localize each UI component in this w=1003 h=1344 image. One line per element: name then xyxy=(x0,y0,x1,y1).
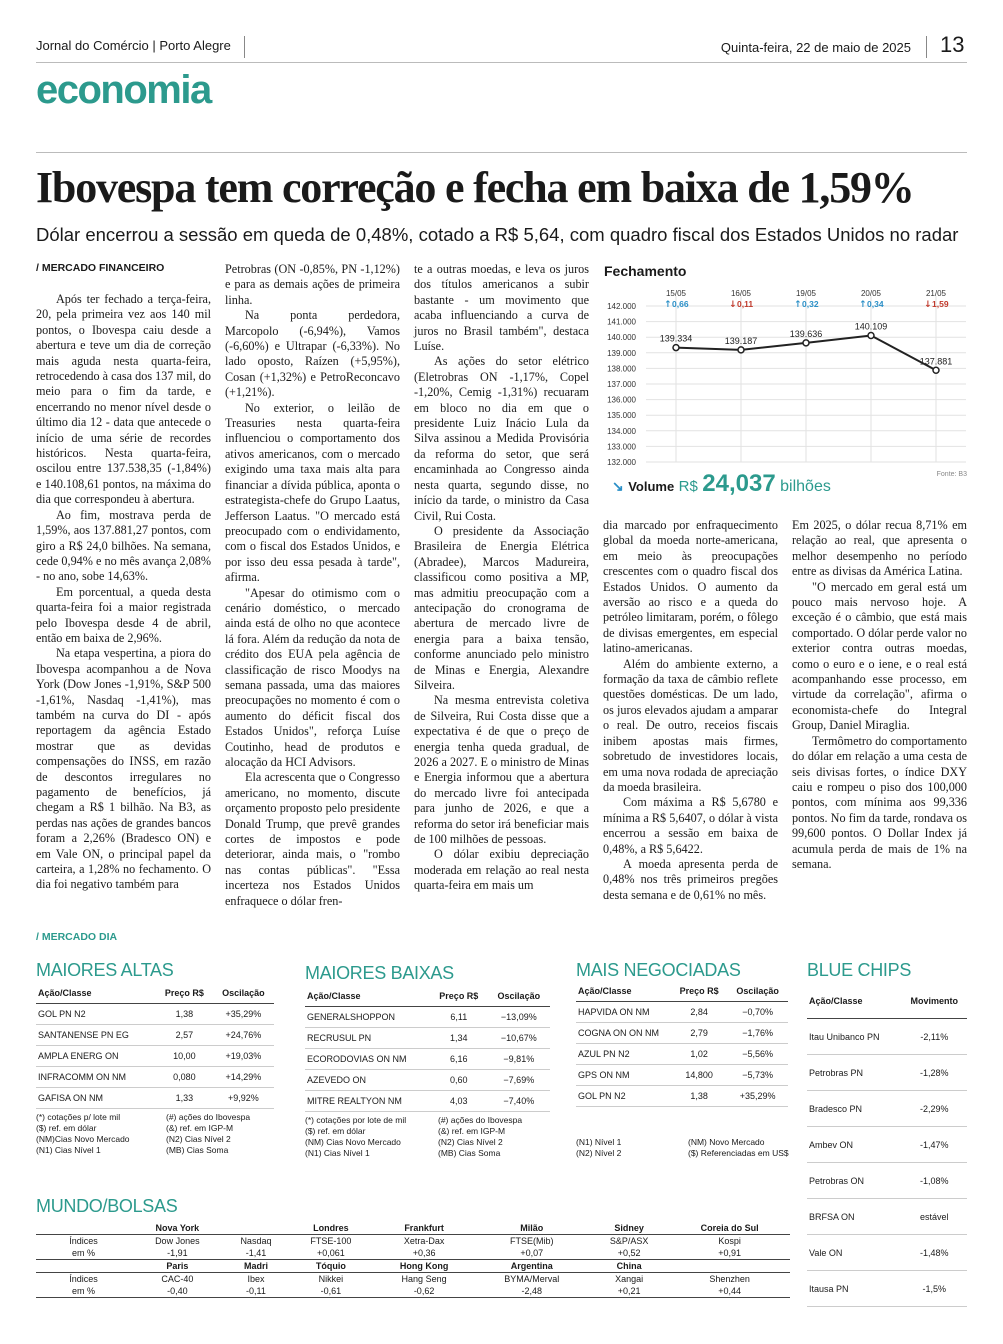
cell-change: −0,70% xyxy=(727,1002,788,1023)
cell-price: 4,03 xyxy=(430,1091,488,1112)
paragraph: Em 2025, o dólar recua 8,71% em relação ao real, que apresenta o melhor desempenho no período entre as divisas da América Latina. xyxy=(792,518,967,579)
world-cell xyxy=(224,1222,289,1235)
cell-name: Petrobras PN xyxy=(807,1055,902,1091)
cell-price: 0,60 xyxy=(430,1070,488,1091)
cell-name: Ambev ON xyxy=(807,1127,902,1163)
cell-name: AZEVEDO ON xyxy=(305,1070,430,1091)
world-cell: CAC-40 xyxy=(161,1273,194,1284)
world-cell: FTSE(Mib) xyxy=(510,1236,554,1246)
note: (N1) Nível 1 xyxy=(576,1137,622,1147)
cell-name: GPS ON NM xyxy=(576,1065,671,1086)
data-point xyxy=(738,347,744,353)
paragraph: Na mesma entrevista coletiva de Silveira, Rui Costa disse que a expectativa é de que o preço de energia tenha queda gradual, de 2026 a 2027. E o ministro de Minas e Energia informou que a abertura do mercado livre foi antecipada para junho de 2026, e que a reforma do setor irá beneficiar mais de 100 milhões de pessoas. xyxy=(414,693,589,847)
world-row xyxy=(36,1272,790,1285)
data-label: 137.881 xyxy=(919,356,953,367)
volume-arrow-icon: ↘ xyxy=(612,478,624,494)
cell-price: 2,79 xyxy=(671,1023,727,1044)
cell-change: +14,29% xyxy=(213,1067,274,1088)
cell-change: +35,29% xyxy=(213,1004,274,1025)
y-tick-label: 134.000 xyxy=(607,426,636,436)
world-row xyxy=(36,1222,790,1235)
world-cell: +0,21 xyxy=(589,1285,669,1298)
world-cell: -0,11 xyxy=(224,1285,289,1298)
cell-movement: -2,29% xyxy=(902,1091,967,1127)
y-tick-label: 137.000 xyxy=(607,380,636,389)
y-tick-label: 141.000 xyxy=(607,317,636,327)
col-header-change: Oscilação xyxy=(727,984,788,1002)
paragraph: Além do ambiente externo, a formação da taxa de câmbio reflete questões domésticas. De um lado, os juros elevados ajudam a amparar o real. De outro, receios fiscais inibem apostas mais firmes, sobretudo de investidores locais, em uma nova rodada de apreciação da moeda brasileira. xyxy=(603,656,778,794)
world-cell: -2,48 xyxy=(475,1285,589,1298)
table-row xyxy=(576,1086,788,1107)
cell-movement: -1,5% xyxy=(902,1271,967,1307)
section-rule xyxy=(36,152,967,153)
cell-movement: estável xyxy=(902,1199,967,1235)
table-row xyxy=(305,1049,550,1070)
world-cell: -0,62 xyxy=(374,1285,475,1298)
change-label: 0,11 xyxy=(737,299,754,309)
col-header-movement: Movimento xyxy=(902,996,967,1019)
paragraph: No exterior, o leilão de Treasuries nesta quarta-feira influenciou o comportamento dos ativos americanos, com o mercado exigindo uma taxa mais alta para financiar a dívida pública, aponta o estrategista-chefe do Grupo Laatus, Jefferson Laatus. "O mercado está preocupado com o endividamento, com o fiscal dos Estados Unidos, e por isso deu essa pesada à tarde", afirma. xyxy=(225,400,400,585)
cell-name: INFRACOMM ON NM xyxy=(36,1067,156,1088)
article-column-4 xyxy=(603,518,778,903)
cell-price: 14,800 xyxy=(671,1065,727,1086)
table-row xyxy=(807,1271,967,1307)
world-cell: -1,91 xyxy=(131,1247,224,1260)
table-row xyxy=(807,1163,967,1199)
row-label xyxy=(36,1260,131,1273)
world-row xyxy=(36,1285,790,1298)
world-cell: Xetra-Dax xyxy=(403,1236,445,1246)
world-cell: Londres xyxy=(288,1222,373,1235)
world-cell: +0,061 xyxy=(288,1247,373,1260)
change-label: 0,32 xyxy=(802,299,819,309)
world-cell: +0,36 xyxy=(374,1247,475,1260)
volume-unit: bilhões xyxy=(780,478,831,495)
losers-notes-left xyxy=(305,1115,406,1159)
most-traded-notes-right xyxy=(688,1137,789,1159)
cell-price: 10,00 xyxy=(156,1046,213,1067)
world-cell: Dow Jones xyxy=(155,1236,200,1246)
cell-price: 1,38 xyxy=(156,1004,213,1025)
data-label: 140.109 xyxy=(854,321,888,332)
note: (NM) Cias Novo Mercado xyxy=(305,1137,401,1147)
data-label: 139.636 xyxy=(789,328,823,339)
page-number: 13 xyxy=(940,32,965,57)
world-cell: Hang Seng xyxy=(401,1273,447,1284)
col-header-stock: Ação/Classe xyxy=(36,986,156,1004)
article-kicker: / MERCADO FINANCEIRO xyxy=(36,262,165,274)
volume-currency: R$ xyxy=(678,478,698,495)
world-cell: Madri xyxy=(224,1260,289,1273)
data-label: 139.334 xyxy=(659,333,693,344)
world-cell: Ibex xyxy=(247,1273,265,1284)
cell-price: 1,02 xyxy=(671,1044,727,1065)
cell-movement: -1,48% xyxy=(902,1235,967,1271)
top-losers-table xyxy=(305,989,550,1112)
paragraph: dia marcado por enfraquecimento global da moeda norte-americana, em meio às preocupações crescentes com o quadro fiscal dos Estados Unidos. O aumento da aversão ao risco e a queda do petróleo limitaram, porém, o fôlego de divisas emergentes, em especial latino-americanas. xyxy=(603,518,778,656)
x-tick-label: 16/05 xyxy=(730,289,752,298)
table-row xyxy=(576,1065,788,1086)
note: (*) cotações p/ lote mil xyxy=(36,1112,121,1122)
cell-name: Itau Unibanco PN xyxy=(807,1019,902,1055)
cell-name: BRFSA ON xyxy=(807,1199,902,1235)
cell-name: Vale ON xyxy=(807,1235,902,1271)
y-tick-label: 140.000 xyxy=(607,333,636,343)
subheadline: Dólar encerrou a sessão em queda de 0,48%, cotado a R$ 5,64, com quadro fiscal dos Estados Unidos no radar xyxy=(36,224,959,245)
cell-change: −1,76% xyxy=(727,1023,788,1044)
world-cell: Xangai xyxy=(615,1273,644,1284)
row-label xyxy=(36,1222,131,1235)
note: (N2) Cias Nível 2 xyxy=(166,1134,231,1144)
y-tick-label: 136.000 xyxy=(607,395,636,405)
col-header-price: Preço R$ xyxy=(156,986,213,1004)
cell-price: 0,080 xyxy=(156,1067,213,1088)
cell-name: GENERALSHOPPON xyxy=(305,1007,430,1028)
world-cell: -1,41 xyxy=(224,1247,289,1260)
cell-change: +24,76% xyxy=(213,1025,274,1046)
y-tick-label: 139.000 xyxy=(607,348,636,358)
col-header-stock: Ação/Classe xyxy=(807,996,902,1019)
row-label: em % xyxy=(36,1285,131,1298)
arrow-up-icon: ↑ xyxy=(794,300,802,310)
article-column-5 xyxy=(792,518,967,872)
note: (N2) Cias Nível 2 xyxy=(438,1137,503,1147)
y-tick-label: 142.000 xyxy=(607,302,636,311)
blue-chips-table xyxy=(807,996,967,1307)
col-header-stock: Ação/Classe xyxy=(305,989,430,1007)
world-markets-table xyxy=(36,1222,790,1298)
cell-change: −7,69% xyxy=(488,1070,550,1091)
volume-readout xyxy=(612,470,831,498)
arrow-up-icon: ↑ xyxy=(859,300,867,310)
paragraph: Na etapa vespertina, a piora do Ibovespa acompanhou a de Nova York (Dow Jones -1,91%, S&P 500 -1,61%, Nasdaq -1,41%), mas também na curva do DI - após reportagem da agência Estado mostrar que as devidas compensações do INSS, em razão de descontos irregulares no pagamento de benefícios, já chegam a R$ 1 bilhão. Na B3, as perdas nas ações de grandes bancos foram a 2,26% (Bradesco ON) e em Vale ON, o principal papel da carteira, a 1,28% no fechamento. O dia foi negativo também para xyxy=(36,646,211,892)
header-divider xyxy=(244,36,245,58)
world-cell: Hong Kong xyxy=(374,1260,475,1273)
paragraph: Petrobras (ON -0,85%, PN -1,12%) e para as demais ações de primeira linha. xyxy=(225,262,400,307)
y-tick-label: 132.000 xyxy=(607,458,636,467)
headline: Ibovespa tem correção e fecha em baixa de 1,59% xyxy=(36,163,914,212)
top-gainers-title: MAIORES ALTAS xyxy=(36,960,174,980)
top-losers-title: MAIORES BAIXAS xyxy=(305,963,454,983)
cell-name: Itausa PN xyxy=(807,1271,902,1307)
note: ($) ref. em dólar xyxy=(305,1126,366,1136)
note: (NM) Novo Mercado xyxy=(688,1137,765,1147)
cell-name: GAFISA ON NM xyxy=(36,1088,156,1109)
paragraph: "O mercado em geral está um pouco mais nervoso hoje. A exceção é o câmbio, que está mais comportado. O dólar perde valor no exterior contra outras moedas, como o euro e o iene, e o real está acompanhando esse processo, em virtude da correlação", afirma o economista-chefe do Integral Group, Daniel Miraglia. xyxy=(792,579,967,733)
note: ($) ref. em dólar xyxy=(36,1123,97,1133)
table-row xyxy=(807,1127,967,1163)
data-point xyxy=(933,367,939,373)
cell-price: 1,34 xyxy=(430,1028,488,1049)
publication-name: Jornal do Comércio | Porto Alegre xyxy=(36,38,231,53)
row-label: Índices xyxy=(69,1273,98,1284)
table-row xyxy=(305,1007,550,1028)
paragraph: Ao fim, mostrava perda de 1,59%, aos 137.881,27 pontos, com giro a R$ 24,0 bilhões. Na semana, cede 0,94% e no mês avança 2,08% - no ano, sobe 14,63%. xyxy=(36,507,211,584)
table-row xyxy=(576,1002,788,1023)
table-row xyxy=(807,1199,967,1235)
paragraph: A moeda apresenta perda de 0,48% nos três primeiros pregões desta semana e de 0,61% no mês. xyxy=(603,856,778,902)
table-row xyxy=(807,1019,967,1055)
note: (MB) Cias Soma xyxy=(438,1148,501,1158)
col-header-change: Oscilação xyxy=(488,989,550,1007)
row-label: em % xyxy=(36,1247,131,1260)
world-cell: Argentina xyxy=(475,1260,589,1273)
gainers-notes-left xyxy=(36,1112,130,1156)
section-title: economia xyxy=(36,68,211,112)
paragraph: O presidente da Associação Brasileira de Energia Elétrica (Abradee), Marcos Madureira, classificou como positiva a MP, mas admitiu preocupação com a antecipação do cronograma de abertura de mercado livre de energia para a baixa tensão, conforme anunciado pelo ministro de Minas e Energia, Alexandre Silveira. xyxy=(414,523,589,692)
world-cell: +0,07 xyxy=(475,1247,589,1260)
world-row xyxy=(36,1260,790,1273)
world-cell: -0,40 xyxy=(131,1285,224,1298)
arrow-up-icon: ↑ xyxy=(664,300,672,310)
table-row xyxy=(576,1044,788,1065)
col-header-stock: Ação/Classe xyxy=(576,984,671,1002)
cell-name: COGNA ON ON NM xyxy=(576,1023,671,1044)
table-row xyxy=(36,1088,274,1109)
note: (#) ações do Ibovespa xyxy=(166,1112,251,1122)
x-tick-label: 21/05 xyxy=(925,289,947,298)
paragraph: O dólar exibiu depreciação moderada em relação ao real nesta quarta-feira em mais um xyxy=(414,847,589,893)
most-traded-title: MAIS NEGOCIADAS xyxy=(576,960,741,980)
world-cell: Sidney xyxy=(589,1222,669,1235)
world-cell: S&P/ASX xyxy=(609,1236,649,1246)
world-cell: Kospi xyxy=(718,1236,741,1246)
paragraph: As ações do setor elétrico (Eletrobras ON -1,17%, Copel -1,20%, Cemig -1,31%) recuaram em bloco no dia em que o presidente Luiz Inácio Lula da Silva assinou a Medida Provisória da reforma do setor, que será encaminhada ao Congresso ainda nesta quarta, segundo disse, no início da tarde, o ministro da Casa Civil, Rui Costa. xyxy=(414,354,589,523)
cell-name: AZUL PN N2 xyxy=(576,1044,671,1065)
cell-change: −5,56% xyxy=(727,1044,788,1065)
world-cell: +0,44 xyxy=(669,1285,790,1298)
market-kicker: / MERCADO DIA xyxy=(36,931,118,943)
table-row xyxy=(36,1067,274,1088)
world-cell: Nasdaq xyxy=(240,1236,272,1246)
cell-movement: -1,08% xyxy=(902,1163,967,1199)
table-row xyxy=(807,1091,967,1127)
world-cell: BYMA/Merval xyxy=(504,1273,560,1284)
world-cell: FTSE-100 xyxy=(310,1236,352,1246)
note: (&) ref. em IGP-M xyxy=(166,1123,234,1133)
world-cell xyxy=(669,1260,790,1273)
change-label: 0,34 xyxy=(867,299,884,309)
cell-name: HAPVIDA ON NM xyxy=(576,1002,671,1023)
world-cell: -0,61 xyxy=(288,1285,373,1298)
y-tick-label: 138.000 xyxy=(607,364,636,374)
cell-change: +35,29% xyxy=(727,1086,788,1107)
world-cell: Coreia do Sul xyxy=(669,1222,790,1235)
cell-name: SANTANENSE PN EG xyxy=(36,1025,156,1046)
most-traded-table xyxy=(576,984,788,1107)
cell-name: GOL PN N2 xyxy=(576,1086,671,1107)
y-tick-label: 135.000 xyxy=(607,411,636,421)
note: (N1) Cias Nível 1 xyxy=(305,1148,370,1158)
table-row xyxy=(807,1235,967,1271)
cell-name: Bradesco PN xyxy=(807,1091,902,1127)
note: (N1) Cias Nível 1 xyxy=(36,1145,101,1155)
note: ($) Referenciadas em US$ xyxy=(688,1148,789,1158)
table-row xyxy=(576,1023,788,1044)
x-tick-label: 20/05 xyxy=(860,289,882,298)
article-column-3 xyxy=(414,262,589,894)
cell-change: +19,03% xyxy=(213,1046,274,1067)
x-tick-label: 15/05 xyxy=(665,289,687,298)
note: (MB) Cias Soma xyxy=(166,1145,229,1155)
col-header-price: Preço R$ xyxy=(430,989,488,1007)
table-row xyxy=(36,1046,274,1067)
world-row xyxy=(36,1235,790,1248)
change-label: 1,59 xyxy=(932,299,949,309)
row-label: Índices xyxy=(69,1236,98,1246)
paragraph: Ela acrescenta que o Congresso americano, no momento, discute orçamento proposto pelo presidente Donald Trump, que prevê grandes cortes de impostos e pode deteriorar, ainda mais, o "rombo nas contas públicas". "Essa incerteza nos Estados Unidos enfraquece o dólar fren- xyxy=(225,770,400,908)
data-point xyxy=(868,332,874,338)
cell-price: 2,84 xyxy=(671,1002,727,1023)
col-header-price: Preço R$ xyxy=(671,984,727,1002)
paragraph: Com máxima a R$ 5,6780 e mínima a R$ 5,6407, o dólar à vista encerrou a sessão em baixa de 0,48%, a R$ 5,6422. xyxy=(603,795,778,856)
note: (NM)Cias Novo Mercado xyxy=(36,1134,130,1144)
cell-price: 6,11 xyxy=(430,1007,488,1028)
volume-value: 24,037 xyxy=(702,470,776,497)
paragraph: Termômetro do comportamento do dólar em relação a uma cesta de seis divisas fortes, o índice DXY caiu e rompeu o piso dos 100,000 pontos, com mínima aos 99,336 pontos. No fim da tarde, rondava os 99,600 pontos. O Dollar Index já acumula perda de mais de 1% na semana. xyxy=(792,733,967,871)
cell-price: 1,33 xyxy=(156,1088,213,1109)
cell-name: GOL PN N2 xyxy=(36,1004,156,1025)
note: (N2) Nível 2 xyxy=(576,1148,622,1158)
cell-name: AMPLA ENERG ON xyxy=(36,1046,156,1067)
blue-chips-title: BLUE CHIPS xyxy=(807,960,912,980)
cell-change: +9,92% xyxy=(213,1088,274,1109)
header-rule xyxy=(36,62,967,63)
col-header-change: Oscilação xyxy=(213,986,274,1004)
article-column-1 xyxy=(36,292,211,893)
table-row xyxy=(305,1070,550,1091)
paragraph: "Apesar do otimismo com o cenário doméstico, o mercado ainda está de olho no que acontece lá fora. Além da redução da nota de crédito dos EUA pela agência de classificação de risco Moodys na semana passada, uma das maiores preocupações no momento é com o aumento do déficit fiscal dos Estados Unidos", reforça Luíse Coutinho, head de produtos e alocação da HCI Advisors. xyxy=(225,585,400,769)
losers-notes-right xyxy=(438,1115,522,1159)
cell-change: −5,73% xyxy=(727,1065,788,1086)
top-gainers-table xyxy=(36,986,274,1109)
cell-price: 1,38 xyxy=(671,1086,727,1107)
data-point xyxy=(803,340,809,346)
paragraph: Na ponta perdedora, Marcopolo (-6,94%), Vamos (-6,60%) e Ultrapar (-6,33%). No lado oposto, Raízen (+5,95%), Cosan (+1,32%) e PetroReconcavo (+1,21%). xyxy=(225,308,400,400)
note: (#) ações do Ibovespa xyxy=(438,1115,523,1125)
cell-name: ECORODOVIAS ON NM xyxy=(305,1049,430,1070)
world-cell: +0,91 xyxy=(669,1247,790,1260)
cell-change: −9,81% xyxy=(488,1049,550,1070)
cell-name: RECRUSUL PN xyxy=(305,1028,430,1049)
table-row xyxy=(305,1091,550,1112)
paragraph: te a outras moedas, e leva os juros dos títulos americanos a subir bastante - um movimento que acaba influenciando a curva de juros no Brasil também", destaca Luíse. xyxy=(414,262,589,354)
most-traded-notes-left xyxy=(576,1137,621,1159)
table-row xyxy=(305,1028,550,1049)
world-cell: +0,52 xyxy=(589,1247,669,1260)
cell-price: 2,57 xyxy=(156,1025,213,1046)
world-cell: Paris xyxy=(131,1260,224,1273)
chart-title: Fechamento xyxy=(604,263,687,279)
table-row xyxy=(36,1025,274,1046)
cell-change: −13,09% xyxy=(488,1007,550,1028)
paragraph: Em porcentual, a queda desta quarta-feira foi a maior registrada pelo Ibovespa desde 4 de abril, então em baixa de 2,96%. xyxy=(36,584,211,645)
volume-label: Volume xyxy=(628,479,675,494)
note: (&) ref. em IGP-M xyxy=(438,1126,506,1136)
world-cell: Frankfurt xyxy=(374,1222,475,1235)
ibovespa-line-chart xyxy=(600,284,970,480)
world-cell: Milão xyxy=(475,1222,589,1235)
table-row xyxy=(807,1055,967,1091)
world-cell: Tóquio xyxy=(288,1260,373,1273)
paragraph: Após ter fechado a terça-feira, 20, pela primeira vez aos 140 mil pontos, o Ibovespa caiu desde a abertura e teve um dia de correção mais aguda nesta quarta-feira, retrocedendo à casa dos 137 mil, do meio para o fim da tarde, e encerrando no menor nível desde o último dia 12 - data que antecede o início de uma série de recordes históricos. Nesta quarta-feira, oscilou entre 137.538,35 (-1,84%) e 140.108,61 pontos, na máxima do dia que correspondeu à abertura. xyxy=(36,292,211,507)
world-cell: Shenzhen xyxy=(709,1273,750,1284)
cell-name: Petrobras ON xyxy=(807,1163,902,1199)
data-point xyxy=(673,345,679,351)
world-cell: Nova York xyxy=(131,1222,224,1235)
world-cell: Nikkei xyxy=(318,1273,344,1284)
gainers-notes-right xyxy=(166,1112,250,1156)
article-column-2 xyxy=(225,262,400,909)
edition-date: Quinta-feira, 22 de maio de 2025 xyxy=(720,40,911,55)
chart-source: Fonte: B3 xyxy=(936,471,967,478)
note: (*) cotações por lote de mil xyxy=(305,1115,407,1125)
cell-movement: -1,28% xyxy=(902,1055,967,1091)
cell-price: 6,16 xyxy=(430,1049,488,1070)
arrow-down-icon: ↓ xyxy=(729,300,737,310)
change-label: 0,66 xyxy=(672,299,689,309)
header-divider-2 xyxy=(926,36,927,58)
x-tick-label: 19/05 xyxy=(795,289,817,298)
cell-name: MITRE REALTYON NM xyxy=(305,1091,430,1112)
cell-movement: -2,11% xyxy=(902,1019,967,1055)
cell-change: −7,40% xyxy=(488,1091,550,1112)
arrow-down-icon: ↓ xyxy=(924,300,932,310)
y-tick-label: 133.000 xyxy=(607,442,636,452)
cell-movement: -1,47% xyxy=(902,1127,967,1163)
world-cell: China xyxy=(589,1260,669,1273)
cell-change: −10,67% xyxy=(488,1028,550,1049)
data-label: 139.187 xyxy=(724,335,758,346)
world-row xyxy=(36,1247,790,1260)
world-markets-title: MUNDO/BOLSAS xyxy=(36,1196,178,1216)
table-row xyxy=(36,1004,274,1025)
